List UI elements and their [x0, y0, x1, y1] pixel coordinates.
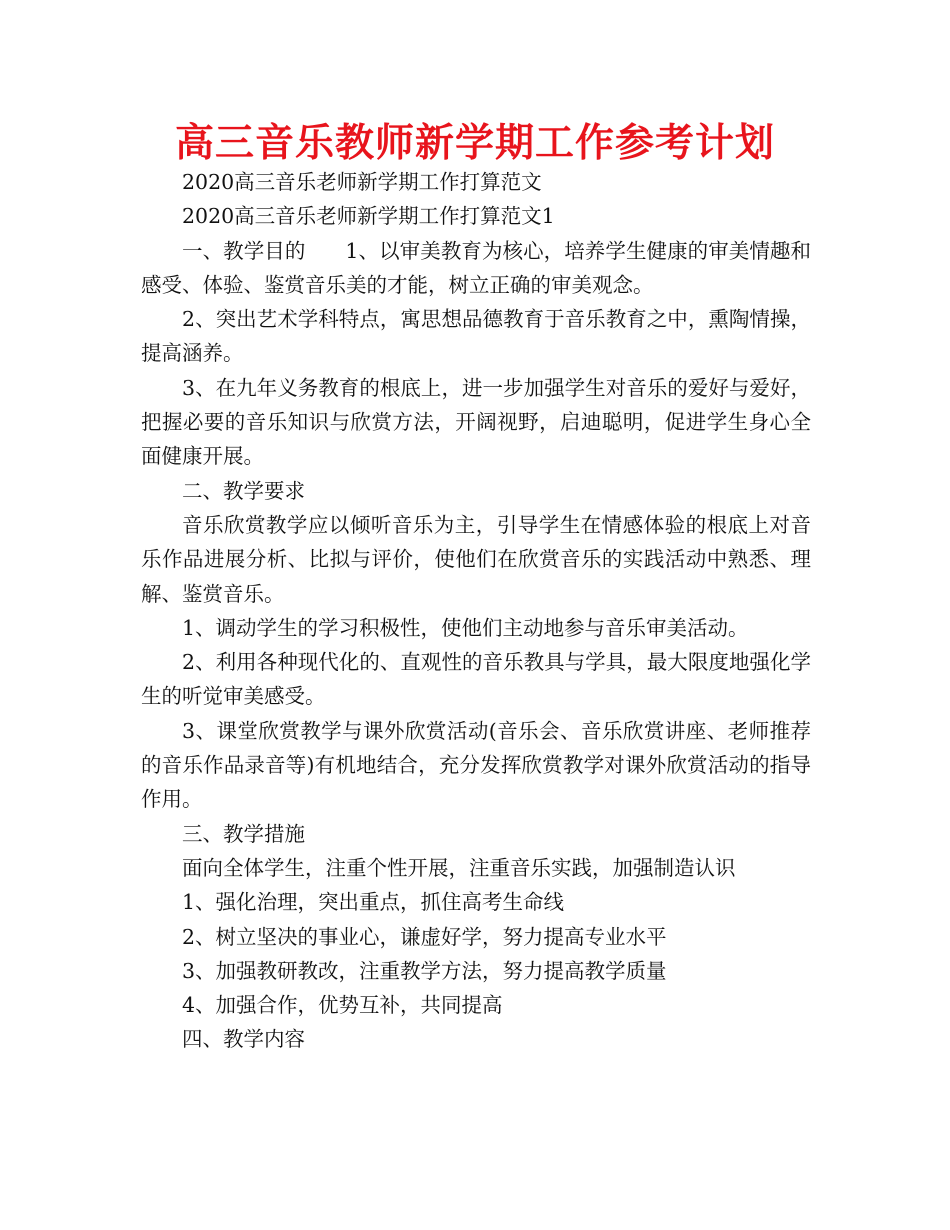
- paragraph-item: 3、课堂欣赏教学与课外欣赏活动(音乐会、音乐欣赏讲座、老师推荐的音乐作品录音等)有机地结合，充分发挥欣赏教学对课外欣赏活动的指导作用。: [141, 718, 811, 812]
- section-one-text: 1、以审美教育为核心，培养学生健康的审美情趣和感受、体验、鉴赏音乐美的才能，树立正确的审美观念。: [141, 238, 811, 297]
- section-heading: 四、教学内容: [182, 1027, 305, 1052]
- section-heading: 二、教学要求: [182, 478, 305, 503]
- paragraph-item: 2、突出艺术学科特点，寓思想品德教育于音乐教育之中，熏陶情操，提高涵养。: [141, 307, 811, 366]
- paragraph-item: 音乐欣赏教学应以倾听音乐为主，引导学生在情感体验的根底上对音乐作品进展分析、比拟与评价，使他们在欣赏音乐的实践活动中熟悉、理解、鉴赏音乐。: [141, 512, 811, 606]
- document-body: [141, 165, 811, 1057]
- section-one-heading: 一、教学目的: [182, 238, 306, 263]
- paragraph-item: 4、加强合作，优势互补，共同提高: [182, 993, 503, 1018]
- paragraph-subtitle-1: 2020高三音乐老师新学期工作打算范文1: [182, 204, 555, 229]
- paragraph-item: 3、在九年义务教育的根底上，进一步加强学生对音乐的爱好与爱好，把握必要的音乐知识与欣赏方法，开阔视野，启迪聪明，促进学生身心全面健康开展。: [141, 375, 811, 469]
- paragraph-item: 1、强化治理，突出重点，抓住高考生命线: [182, 890, 565, 915]
- paragraph-item: 面向全体学生，注重个性开展，注重音乐实践，加强制造认识: [182, 855, 736, 880]
- paragraph-subtitle: 2020高三音乐老师新学期工作打算范文: [182, 170, 542, 194]
- paragraph-item: 2、利用各种现代化的、直观性的音乐教具与学具，最大限度地强化学生的听觉审美感受。: [141, 650, 811, 709]
- document-title: 高三音乐教师新学期工作参考计划: [174, 121, 775, 166]
- paragraph-item: 3、加强教研教改，注重教学方法，努力提高教学质量: [182, 958, 667, 983]
- paragraph-item: 1、调动学生的学习积极性，使他们主动地参与音乐审美活动。: [182, 615, 749, 640]
- paragraph-section-one: [141, 234, 811, 303]
- section-heading: 三、教学措施: [182, 821, 305, 846]
- paragraph-item: 2、树立坚决的事业心，谦虚好学，努力提高专业水平: [182, 924, 667, 949]
